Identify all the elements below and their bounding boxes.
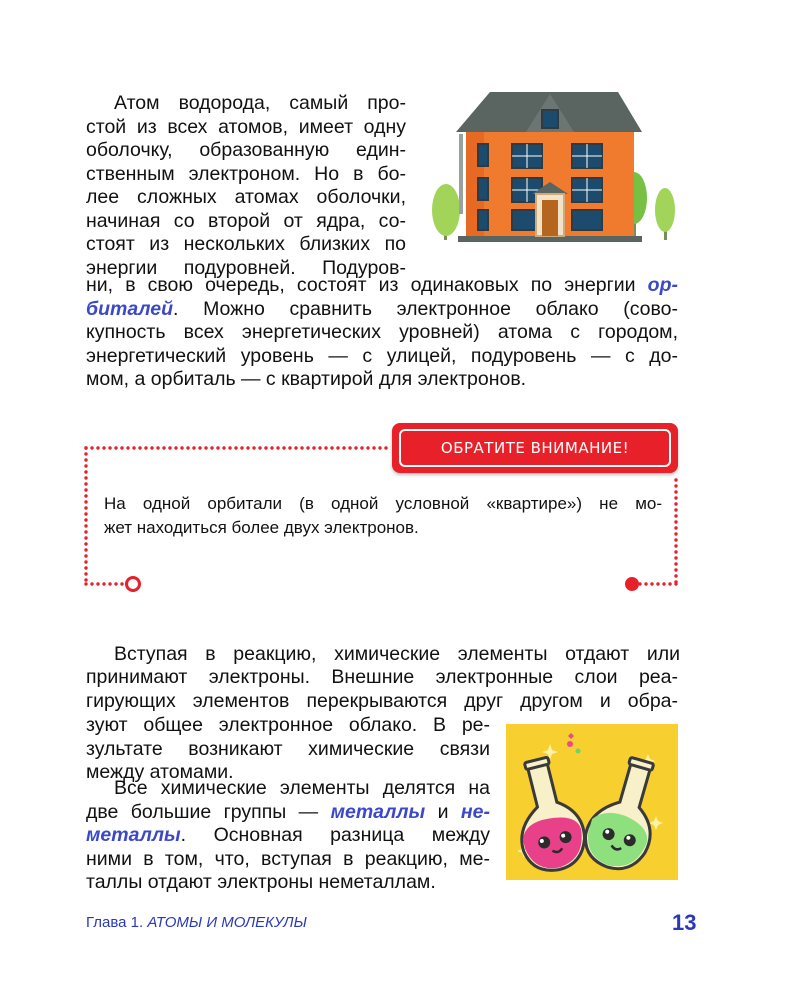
frame-dot bbox=[84, 572, 87, 575]
frame-dot bbox=[674, 582, 677, 585]
frame-dot bbox=[330, 446, 333, 449]
frame-dot bbox=[180, 446, 183, 449]
frame-dot bbox=[674, 502, 677, 505]
frame-dot bbox=[126, 446, 129, 449]
frame-dot bbox=[84, 542, 87, 545]
text-line: две большие группы — металлы и не- bbox=[86, 800, 491, 823]
frame-dot bbox=[102, 446, 105, 449]
frame-dot bbox=[168, 446, 171, 449]
text-line: между атомами. bbox=[86, 761, 234, 783]
notice-text bbox=[104, 492, 662, 540]
frame-dot bbox=[132, 446, 135, 449]
frame-dot bbox=[354, 446, 357, 449]
frame-dot bbox=[114, 582, 117, 585]
text-line: На одной орбитали (в одной условной «квартире») не мо- bbox=[104, 494, 662, 513]
frame-dot bbox=[674, 532, 677, 535]
text-line: ними в том, что, вступая в реакцию, ме- bbox=[86, 847, 490, 870]
paragraph-1-intro bbox=[86, 92, 406, 280]
frame-dot bbox=[324, 446, 327, 449]
frame-dot bbox=[336, 446, 339, 449]
frame-dot bbox=[644, 582, 647, 585]
frame-dot bbox=[204, 446, 207, 449]
frame-dot bbox=[84, 554, 87, 557]
frame-dot bbox=[84, 464, 87, 467]
frame-dot bbox=[258, 446, 261, 449]
frame-dot bbox=[216, 446, 219, 449]
text-line: биталей. Можно сравнить электронное облако (сово- bbox=[86, 297, 678, 320]
text-line: Атом водорода, самый про- bbox=[114, 92, 406, 114]
frame-dot bbox=[162, 446, 165, 449]
frame-dot bbox=[84, 476, 87, 479]
frame-dot bbox=[84, 506, 87, 509]
frame-dot bbox=[84, 560, 87, 563]
frame-dot bbox=[372, 446, 375, 449]
text-line: Вступая в реакцию, химические элементы отдают или bbox=[114, 643, 680, 665]
frame-dot bbox=[384, 446, 387, 449]
frame-dot bbox=[84, 530, 87, 533]
frame-dot bbox=[96, 446, 99, 449]
text-line: ственным электроном. Но в бо- bbox=[86, 162, 406, 185]
frame-dot bbox=[294, 446, 297, 449]
frame-dot bbox=[90, 446, 93, 449]
text-line: металлы. Основная разница между bbox=[86, 824, 490, 846]
text-line: гирующих элементов перекрываются друг другом и обра- bbox=[86, 689, 678, 712]
frame-dot bbox=[318, 446, 321, 449]
frame-dot bbox=[90, 582, 93, 585]
frame-dot bbox=[656, 582, 659, 585]
text-line: энергетический уровень — с улицей, подуровень — с до- bbox=[86, 344, 678, 367]
frame-dot bbox=[674, 478, 677, 481]
frame-dot bbox=[674, 544, 677, 547]
text-line: ни, в свою очередь, состоят из одинаковых по энергии ор- bbox=[86, 274, 678, 296]
term-orbitals: ор- bbox=[647, 274, 678, 296]
term-nonmetals: не- bbox=[460, 800, 491, 823]
frame-dot bbox=[84, 452, 87, 455]
frame-dot bbox=[276, 446, 279, 449]
frame-dot bbox=[108, 446, 111, 449]
frame-dot bbox=[228, 446, 231, 449]
frame-dot bbox=[84, 446, 87, 449]
frame-filled-circle bbox=[625, 577, 639, 591]
text-line: таллы отдают электроны неметаллам. bbox=[86, 871, 436, 893]
text-line: мом, а орбиталь — с квартирой для электронов. bbox=[86, 368, 527, 390]
frame-dot bbox=[84, 524, 87, 527]
frame-dot bbox=[84, 458, 87, 461]
paragraph-1-continued bbox=[86, 274, 678, 392]
frame-dot bbox=[300, 446, 303, 449]
frame-dot bbox=[674, 514, 677, 517]
frame-dot bbox=[674, 526, 677, 529]
frame-dot bbox=[102, 582, 105, 585]
frame-dot bbox=[84, 536, 87, 539]
frame-dot bbox=[246, 446, 249, 449]
frame-dot bbox=[668, 582, 671, 585]
notice-banner-label: ОБРАТИТЕ ВНИМАНИЕ! bbox=[399, 429, 671, 467]
frame-dot bbox=[674, 508, 677, 511]
frame-dot bbox=[674, 556, 677, 559]
frame-dot bbox=[234, 446, 237, 449]
paragraph-2-continued bbox=[86, 666, 678, 713]
frame-dot bbox=[186, 446, 189, 449]
frame-dot bbox=[270, 446, 273, 449]
frame-dot bbox=[662, 582, 665, 585]
page-number: 13 bbox=[672, 910, 697, 935]
text-line: зультате возникают химические связи bbox=[86, 737, 490, 760]
frame-dot bbox=[240, 446, 243, 449]
frame-dot bbox=[108, 582, 111, 585]
frame-dot bbox=[306, 446, 309, 449]
frame-dot bbox=[174, 446, 177, 449]
frame-dot bbox=[198, 446, 201, 449]
frame-dot bbox=[84, 482, 87, 485]
text-line: Все химические элементы делятся на bbox=[114, 777, 490, 799]
text-line: стоят из нескольких близких по bbox=[86, 233, 406, 255]
frame-dot bbox=[252, 446, 255, 449]
text-line: купность всех энергетических уровней) атома с городом, bbox=[86, 321, 678, 343]
chemistry-flasks-illustration bbox=[506, 724, 678, 880]
text-line: энергии подуровней. Подуров- bbox=[86, 256, 406, 279]
frame-dot bbox=[312, 446, 315, 449]
frame-dot bbox=[156, 446, 159, 449]
frame-dot bbox=[84, 578, 87, 581]
frame-dot bbox=[120, 582, 123, 585]
frame-dot bbox=[120, 446, 123, 449]
frame-dot bbox=[84, 518, 87, 521]
frame-dot bbox=[84, 500, 87, 503]
frame-dot bbox=[674, 520, 677, 523]
frame-dot bbox=[84, 470, 87, 473]
paragraph-2 bbox=[114, 643, 680, 667]
frame-dot bbox=[210, 446, 213, 449]
frame-dot bbox=[674, 490, 677, 493]
frame-dot bbox=[192, 446, 195, 449]
term-metals: металлы bbox=[330, 800, 426, 823]
frame-dot bbox=[84, 494, 87, 497]
frame-dot bbox=[674, 496, 677, 499]
term-orbitals: биталей bbox=[86, 297, 174, 320]
paragraph-3 bbox=[86, 714, 490, 785]
frame-dot bbox=[84, 566, 87, 569]
frame-dot bbox=[84, 488, 87, 491]
notice-banner bbox=[392, 423, 678, 473]
text-line: лее сложных атомах оболочки, bbox=[86, 186, 406, 208]
frame-dot bbox=[84, 512, 87, 515]
frame-dot bbox=[138, 446, 141, 449]
frame-dot bbox=[674, 562, 677, 565]
text-line: зуют общее электронное облако. В ре- bbox=[86, 714, 490, 736]
frame-dot bbox=[144, 446, 147, 449]
frame-dot bbox=[288, 446, 291, 449]
text-line: принимают электроны. Внешние электронные слои реа- bbox=[86, 666, 678, 688]
text-line: оболочку, образованную един- bbox=[86, 139, 406, 161]
frame-dot bbox=[674, 484, 677, 487]
text-line: жет находиться более двух электронов. bbox=[104, 518, 419, 537]
frame-dot bbox=[378, 446, 381, 449]
frame-dot bbox=[360, 446, 363, 449]
frame-dot bbox=[674, 568, 677, 571]
frame-dot bbox=[348, 446, 351, 449]
frame-dot bbox=[366, 446, 369, 449]
frame-dot bbox=[222, 446, 225, 449]
frame-dot bbox=[650, 582, 653, 585]
frame-dot bbox=[674, 538, 677, 541]
frame-open-circle bbox=[127, 578, 140, 591]
frame-dot bbox=[264, 446, 267, 449]
frame-dot bbox=[674, 550, 677, 553]
frame-dot bbox=[114, 446, 117, 449]
frame-dot bbox=[674, 574, 677, 577]
frame-dot bbox=[84, 582, 87, 585]
term-nonmetals: металлы bbox=[86, 824, 181, 846]
frame-dot bbox=[342, 446, 345, 449]
footer-chapter: Глава 1. АТОМЫ И МОЛЕКУЛЫ bbox=[86, 914, 307, 931]
paragraph-4 bbox=[86, 777, 490, 895]
frame-dot bbox=[282, 446, 285, 449]
frame-dot bbox=[150, 446, 153, 449]
house-illustration bbox=[428, 86, 682, 246]
text-line: начиная со второй от ядра, со- bbox=[86, 209, 406, 232]
frame-dot bbox=[96, 582, 99, 585]
frame-dot bbox=[84, 548, 87, 551]
text-line: стой из всех атомов, имеет одну bbox=[86, 115, 406, 138]
